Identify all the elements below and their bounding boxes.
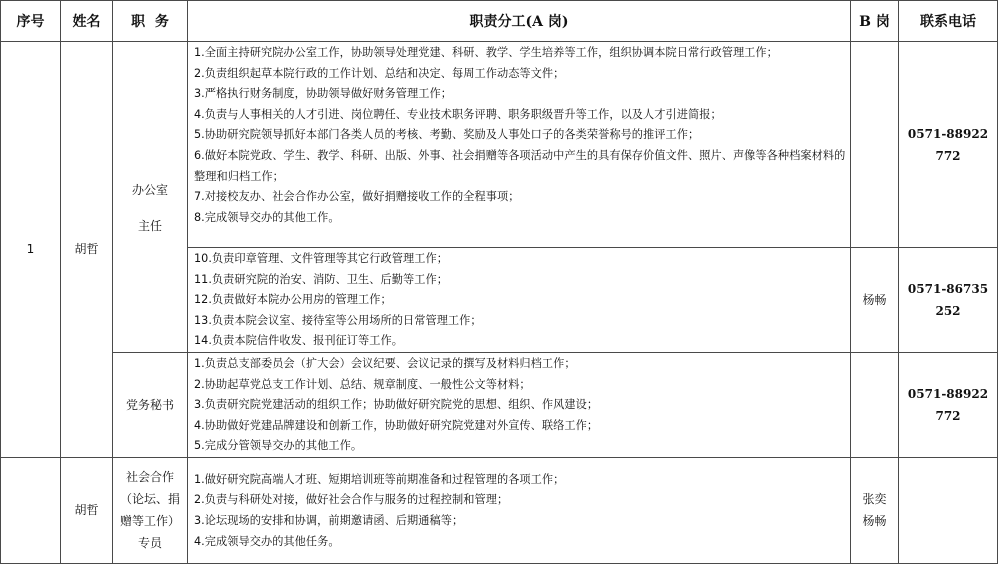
duty-item: 6.做好本院党政、学生、教学、科研、出版、外事、社会捐赠等各项活动中产生的具有保存价值文件、照片、声像等各种档案材料的整理和归档工作； [194, 148, 846, 183]
position-line-2: 主任 [137, 218, 162, 233]
seq-cell [1, 457, 61, 563]
b-post-cell: 张奕杨畅 [851, 457, 899, 563]
duty-item: 5.完成分管领导交办的其他工作。 [194, 439, 363, 453]
header-b-post: B 岗 [851, 1, 899, 42]
duty-item: 3.严格执行财务制度，协助领导做好财务管理工作； [194, 87, 453, 101]
duty-item: 4.协助做好党建品牌建设和创新工作，协助做好研究院党建对外宣传、联络工作； [194, 418, 599, 432]
position-cell-party: 党务秘书 [113, 352, 188, 457]
duty-item: 5.协助研究院领导抓好本部门各类人员的考核、考勤、奖励及人事处口子的各类荣誉称号的推评工作； [194, 128, 700, 142]
table-row [1, 42, 998, 248]
duty-item: 4.负责与人事相关的人才引进、岗位聘任、专业技术职务评聘、职务职级晋升等工作，以及人才引进简报； [194, 107, 722, 121]
table-row [1, 352, 998, 457]
duty-item: 1.做好研究院高端人才班、短期培训班等前期准备和过程管理的各项工作； [194, 472, 565, 486]
phone-cell: 0571-86735252 [899, 248, 998, 353]
phone-cell: 0571-88922772 [899, 42, 998, 248]
b-post-cell: 杨畅 [851, 248, 899, 353]
duty-item: 4.完成领导交办的其他任务。 [194, 534, 340, 548]
duty-item: 13.负责本院会议室、接待室等公用场所的日常管理工作； [194, 313, 482, 327]
duty-item: 10.负责印章管理、文件管理等其它行政管理工作； [194, 252, 448, 265]
b-post-cell [851, 42, 899, 248]
header-duties-a: 职责分工(A 岗) [188, 1, 851, 42]
duty-item: 1.负责总支部委员会（扩大会）会议纪要、会议记录的撰写及材料归档工作； [194, 356, 576, 370]
header-row [1, 1, 998, 42]
name-cell: 胡哲 [61, 42, 113, 458]
duty-item: 2.负责组织起草本院行政的工作计划、总结和决定、每周工作动态等文件； [194, 66, 565, 80]
duty-item: 12.负责做好本院办公用房的管理工作； [194, 293, 392, 307]
duty-item: 1.全面主持研究院办公室工作，协助领导处理党建、科研、教学、学生培养等工作，组织协调本院日常行政管理工作； [194, 46, 778, 59]
phone-cell [899, 457, 998, 563]
duties-cell-party [188, 352, 851, 457]
position-cell-social: 社会合作（论坛、捐赠等工作）专员 [113, 457, 188, 563]
duties-cell-office-2 [188, 248, 851, 353]
header-seq: 序号 [1, 1, 61, 42]
duties-cell-social [188, 457, 851, 563]
seq-cell: 1 [1, 42, 61, 458]
duty-item: 14.负责本院信件收发、报刊征订等工作。 [194, 334, 403, 348]
duty-item: 3.论坛现场的安排和协调，前期邀请函、后期通稿等； [194, 513, 464, 527]
duty-item: 8.完成领导交办的其他工作。 [194, 210, 340, 224]
duties-cell-office-1 [188, 42, 851, 248]
position-line-1: 办公室 [131, 182, 168, 197]
header-phone: 联系电话 [899, 1, 998, 42]
b-post-cell [851, 352, 899, 457]
name-cell: 胡哲 [61, 457, 113, 563]
duty-item: 7.对接校友办、社会合作办公室，做好捐赠接收工作的全程事项； [194, 190, 520, 204]
table-row [1, 457, 998, 563]
duty-item: 2.负责与科研处对接，做好社会合作与服务的过程控制和管理； [194, 493, 509, 507]
duty-item: 11.负责研究院的治安、消防、卫生、后勤等工作； [194, 272, 448, 286]
header-name: 姓名 [61, 1, 113, 42]
phone-cell: 0571-88922772 [899, 352, 998, 457]
duty-item: 2.协助起草党总支工作计划、总结、规章制度、一般性公文等材料； [194, 377, 531, 391]
duty-item: 3.负责研究院党建活动的组织工作；协助做好研究院党的思想、组织、作风建设； [194, 398, 599, 412]
position-cell-office [113, 42, 188, 353]
header-position: 职 务 [113, 1, 188, 42]
